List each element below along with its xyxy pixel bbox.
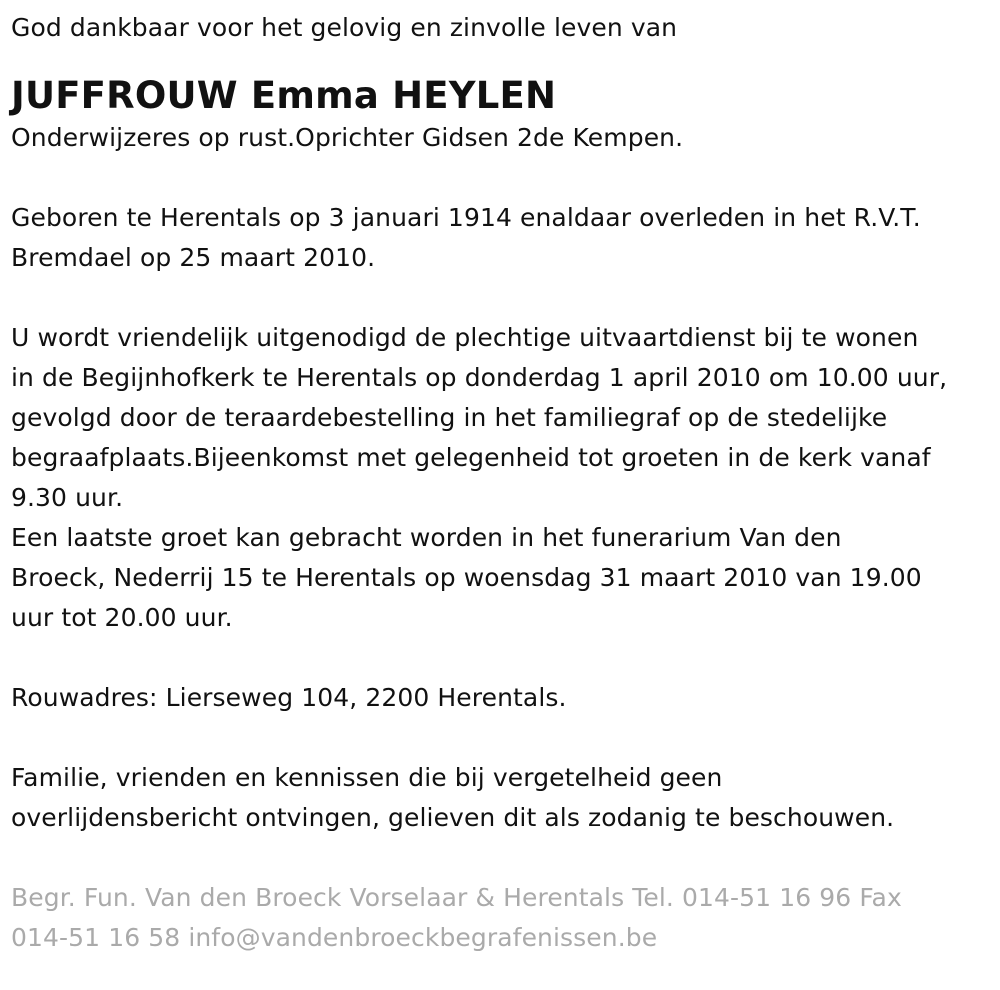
birth-death-line: Bremdael op 25 maart 2010. (11, 243, 376, 272)
funeral-line: in de Begijnhofkerk te Herentals op donderdag 1 april 2010 om 10.00 uur, (11, 363, 948, 392)
funeral-line: Broeck, Nederrij 15 te Herentals op woensdag 31 maart 2010 van 19.00 (11, 563, 922, 592)
funeral-line: U wordt vriendelijk uitgenodigd de plechtige uitvaartdienst bij te wonen (11, 323, 919, 352)
family-note-line: overlijdensbericht ontvingen, gelieven dit als zodanig te beschouwen. (11, 803, 895, 832)
funeral-line: uur tot 20.00 uur. (11, 603, 233, 632)
spacer (11, 718, 988, 758)
funeral-line: begraafplaats.Bijeenkomst met gelegenheid tot groeten in de kerk vanaf (11, 443, 931, 472)
funeral-section (11, 318, 988, 638)
funeral-line: gevolgd door de teraardebestelling in het familiegraf op de stedelijke (11, 403, 888, 432)
intro-text: God dankbaar voor het gelovig en zinvolle leven van (11, 13, 678, 42)
deceased-subtitle: Onderwijzeres op rust.Oprichter Gidsen 2de Kempen. (11, 123, 684, 152)
footer-line: 014-51 16 58 info@vandenbroeckbegrafenissen.be (11, 923, 658, 952)
funeral-line: 9.30 uur. (11, 483, 124, 512)
spacer (11, 838, 988, 878)
spacer (11, 278, 988, 318)
footer-line: Begr. Fun. Van den Broeck Vorselaar & Herentals Tel. 014-51 16 96 Fax (11, 883, 902, 912)
birth-death-section (11, 198, 988, 278)
spacer (11, 158, 988, 198)
birth-death-line: Geboren te Herentals op 3 januari 1914 enaldaar overleden in het R.V.T. (11, 203, 921, 232)
funeral-line: Een laatste groet kan gebracht worden in het funerarium Van den (11, 523, 842, 552)
family-note-line: Familie, vrienden en kennissen die bij vergetelheid geen (11, 763, 723, 792)
mourning-address: Rouwadres: Lierseweg 104, 2200 Herentals. (11, 683, 567, 712)
family-note-section (11, 758, 988, 838)
funeral-home-footer (11, 878, 988, 958)
deceased-name: JUFFROUW Emma HEYLEN (11, 74, 557, 117)
spacer (11, 638, 988, 678)
